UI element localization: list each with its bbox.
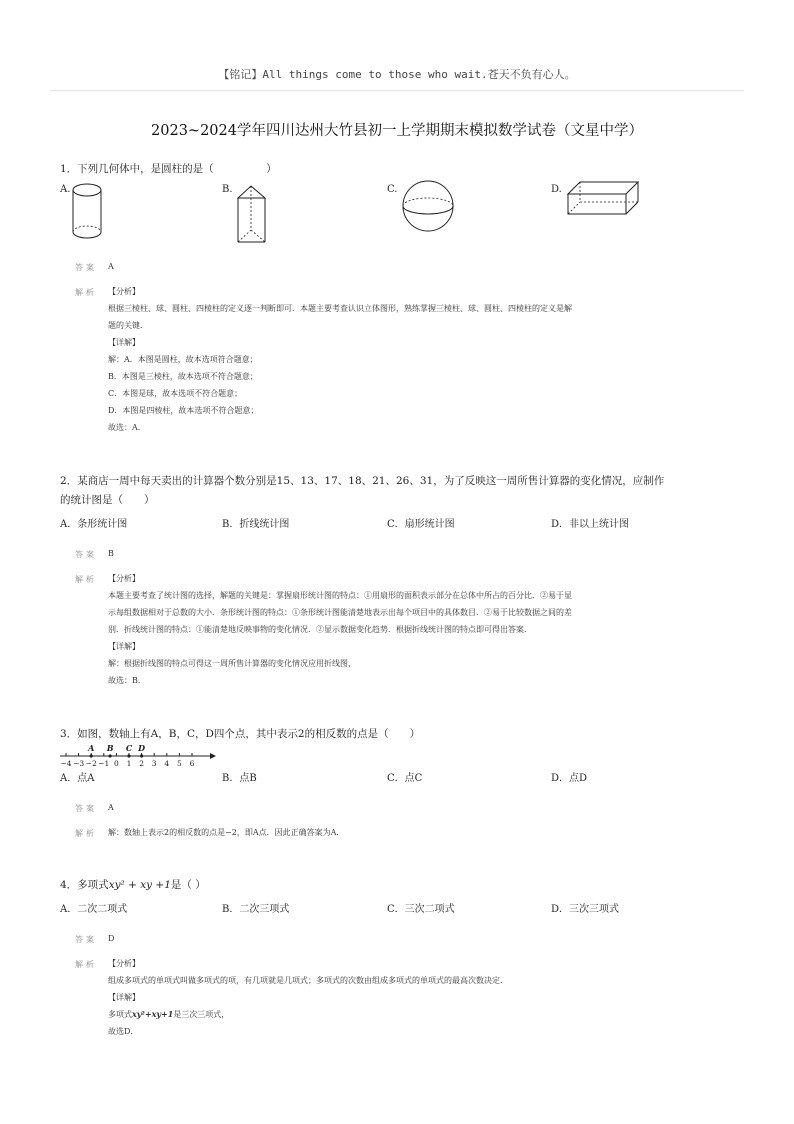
axis-point-a — [90, 754, 93, 757]
q1-exp-line: B．本图是三棱柱，故本选项不符合题意； — [108, 372, 258, 381]
sphere-figure — [400, 176, 456, 236]
q3-option-c: C．点C — [387, 773, 423, 784]
q2-option-d: D．非以上统计图 — [551, 519, 630, 530]
axis-point-label: B — [106, 744, 114, 753]
q2-stem-line2: 的统计图是（ ） — [60, 494, 155, 506]
q1-exp-line: 故选：A． — [108, 423, 146, 432]
q3-option-b: B．点B — [222, 773, 257, 784]
q2-stem-line1: 2．某商店一周中每天卖出的计算器个数分别是15、13、17、18、21、26、31，为了反映这一周所售计算器的变化情况，应制作 — [60, 475, 665, 487]
axis-tick-label: 4 — [164, 759, 170, 768]
q2-exp-line: 故选：B． — [108, 676, 146, 685]
q2-answer-value: B — [108, 549, 114, 558]
q2-analysis-label: 解析 — [75, 575, 97, 584]
q4-exp-polynomial: xy²+xy+1 — [132, 1009, 174, 1019]
axis-point-c — [127, 754, 130, 757]
q4-polynomial: xy² + xy +1 — [108, 879, 171, 891]
q3-analysis-label: 解析 — [75, 829, 97, 838]
axis-point-label: D — [138, 744, 146, 753]
axis-tick-label: −4 — [60, 759, 72, 768]
axis-tick-label: 3 — [151, 759, 157, 768]
q4-answer-value: D — [108, 934, 115, 943]
q4-stem — [60, 876, 710, 895]
q2-exp-line: 示每组数据相对于总数的大小．条形统计图的特点：①条形统计图能清楚地表示出每个项目中的具体数目．②易于比较数据之间的差 — [108, 608, 572, 617]
q1-exp-line: 题的关键． — [108, 321, 148, 330]
q4-exp-line: 组成多项式的单项式叫做多项式的项，有几项就是几项式；多项式的次数由组成多项式的单项式的最高次数决定． — [108, 976, 508, 985]
q3-stem: 3．如图，数轴上有A，B，C，D四个点，其中表示2的相反数的点是（ ） — [60, 728, 421, 740]
q4-exp-conclusion — [108, 1006, 708, 1023]
q2-exp-line: 【详解】 — [108, 642, 140, 651]
q3-option-a: A．点A — [60, 773, 95, 784]
q1-option-a: A. — [60, 184, 71, 195]
q4-analysis-label: 解析 — [75, 960, 97, 969]
q2-exp-line: 本题主要考查了统计图的选择，解题的关键是：掌握扇形统计图的特点：①用扇形的面积表示部分在总体中所占的百分比．②易于显 — [108, 591, 572, 600]
q1-option-b: B. — [222, 184, 233, 195]
axis-tick-label: 5 — [177, 759, 182, 768]
q2-exp-line: 【分析】 — [108, 574, 140, 583]
q1-stem: 1．下列几何体中，是圆柱的是（ ） — [60, 163, 277, 175]
q4-option-c: C．三次二项式 — [387, 904, 455, 915]
q4-option-a: A．二次二项式 — [60, 904, 128, 915]
q2-explanation — [108, 570, 708, 689]
axis-tick-label: −2 — [85, 759, 97, 768]
q1-exp-line: 解：A．本图是圆柱，故本选项符合题意； — [108, 355, 258, 364]
q3-option-d: D．点D — [551, 773, 588, 784]
q2-option-b: B．折线统计图 — [222, 519, 290, 530]
page-title: 2023~2024学年四川达州大竹县初一上学期期末模拟数学试卷（文星中学） — [151, 123, 643, 139]
q4-stem-prefix: 4．多项式 — [60, 879, 109, 891]
q1-analysis-label: 解析 — [75, 288, 97, 297]
q4-stem-suffix: 是（ ） — [170, 879, 206, 891]
header-motto: 【铭记】All things come to those who wait.苍天不负有心人。 — [218, 68, 576, 81]
q1-exp-line: D．本图是四棱柱，故本选项不符合题意； — [108, 406, 259, 415]
q2-exp-line: 解：根据折线图的特点可得这一周所售计算器的变化情况应用折线图， — [108, 659, 356, 668]
number-line-figure — [58, 744, 218, 770]
q1-exp-line: C．本图是球，故本选项不符合题意； — [108, 389, 243, 398]
q2-option-a: A．条形统计图 — [60, 519, 128, 530]
axis-tick-label: 2 — [139, 759, 144, 768]
q4-option-d: D．三次三项式 — [551, 904, 620, 915]
axis-tick-label: 6 — [189, 759, 195, 768]
q1-exp-line: 【详解】 — [108, 338, 140, 347]
triangular-prism-figure — [232, 184, 272, 248]
rectangular-prism-figure — [564, 180, 642, 220]
axis-tick-label: −1 — [98, 759, 110, 768]
q4-exp-suffix: 是三次三项式， — [173, 1010, 230, 1019]
q3-answer-label: 答案 — [75, 804, 97, 813]
q1-answer-label: 答案 — [75, 263, 97, 272]
q4-exp-line: 故选D． — [108, 1027, 139, 1036]
q4-exp-line: 【分析】 — [108, 959, 140, 968]
axis-point-label: C — [125, 744, 133, 753]
q3-answer-value: A — [108, 803, 114, 812]
q2-exp-line: 别．折线统计图的特点：①能清楚地反映事物的变化情况．②显示数据变化趋势．根据折线统计图的特点即可得出答案． — [108, 625, 532, 634]
q4-option-b: B．二次三项式 — [222, 904, 290, 915]
q3-explanation — [108, 824, 708, 841]
q2-answer-label: 答案 — [75, 550, 97, 559]
q1-answer-value: A — [108, 262, 114, 271]
axis-point-label: A — [88, 744, 95, 753]
q2-stem — [60, 472, 740, 510]
cylinder-figure — [68, 180, 108, 244]
q3-exp-line: 解：数轴上表示2的相反数的点是−2，即A点．因此正确答案为A． — [108, 828, 345, 837]
axis-tick-label: −3 — [73, 759, 85, 768]
q1-option-d: D. — [551, 184, 562, 195]
q4-answer-label: 答案 — [75, 935, 97, 944]
q4-exp-line: 【详解】 — [108, 993, 140, 1002]
q4-exp-prefix: 多项式 — [108, 1010, 132, 1019]
axis-point-b — [109, 754, 112, 757]
q1-exp-line: 【分析】 — [108, 287, 140, 296]
q4-explanation — [108, 955, 708, 1040]
q2-option-c: C．扇形统计图 — [387, 519, 455, 530]
axis-tick-label: 1 — [126, 759, 132, 768]
axis-tick-label: 0 — [114, 759, 119, 768]
q1-option-c: C. — [387, 184, 398, 195]
q1-exp-line: 根据三棱柱、球、圆柱、四棱柱的定义逐一判断即可．本题主要考查认识立体图形，熟练掌握三棱柱、球、圆柱、四棱柱的定义是解 — [108, 304, 572, 313]
q1-explanation — [108, 283, 708, 436]
axis-point-d — [140, 754, 143, 757]
header-divider — [50, 90, 744, 91]
